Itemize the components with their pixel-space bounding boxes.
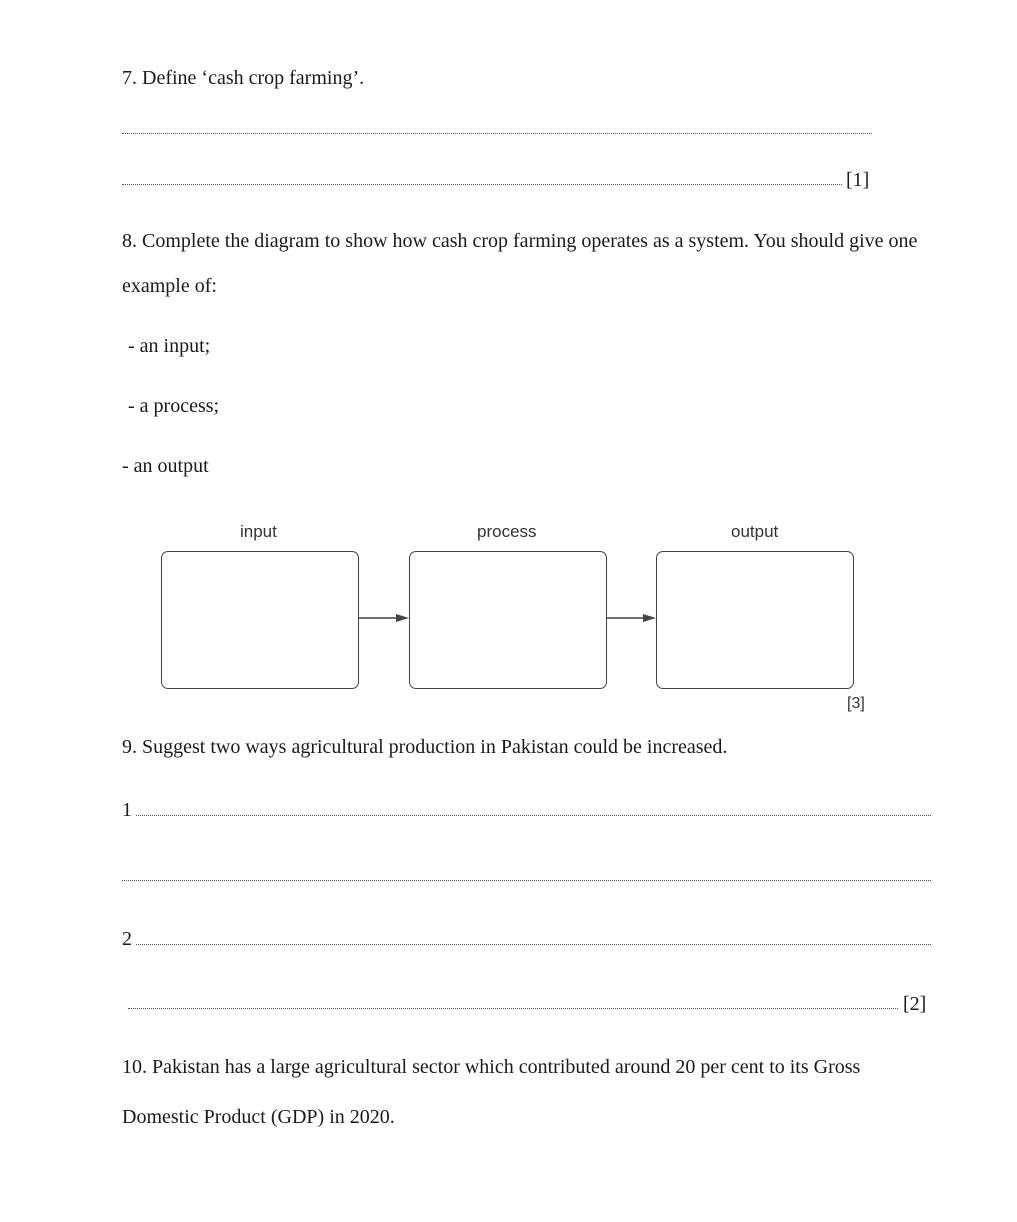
question-8-marks: [3] bbox=[847, 695, 865, 712]
answer-line[interactable] bbox=[122, 880, 931, 881]
question-8-text: 8. Complete the diagram to show how cash crop farming operates as a system. You should give one bbox=[122, 230, 918, 252]
question-7-marks: [1] bbox=[846, 169, 870, 191]
answer-number-2: 2 bbox=[122, 928, 132, 950]
question-10-text: 10. Pakistan has a large agricultural sector which contributed around 20 per cent to its Gross bbox=[122, 1056, 861, 1078]
list-item-process: - a process; bbox=[128, 395, 220, 417]
arrow-input-to-process bbox=[359, 614, 409, 622]
list-item-input: - an input; bbox=[128, 335, 211, 357]
question-9-marks: [2] bbox=[903, 993, 927, 1015]
diagram-label-input: input bbox=[240, 522, 277, 541]
diagram-label-output: output bbox=[731, 522, 779, 541]
answer-number-1: 1 bbox=[122, 799, 132, 821]
question-9-text: 9. Suggest two ways agricultural production in Pakistan could be increased. bbox=[122, 736, 728, 758]
question-8-text-continued: example of: bbox=[122, 275, 217, 297]
arrow-process-to-output bbox=[607, 614, 656, 622]
answer-line[interactable] bbox=[128, 1008, 898, 1009]
answer-line[interactable] bbox=[136, 944, 931, 945]
list-item-output: - an output bbox=[122, 455, 209, 477]
diagram-label-process: process bbox=[477, 522, 537, 541]
answer-line[interactable] bbox=[136, 815, 931, 816]
question-7-text: 7. Define ‘cash crop farming’. bbox=[122, 67, 365, 89]
question-10-text-continued: Domestic Product (GDP) in 2020. bbox=[122, 1106, 395, 1128]
